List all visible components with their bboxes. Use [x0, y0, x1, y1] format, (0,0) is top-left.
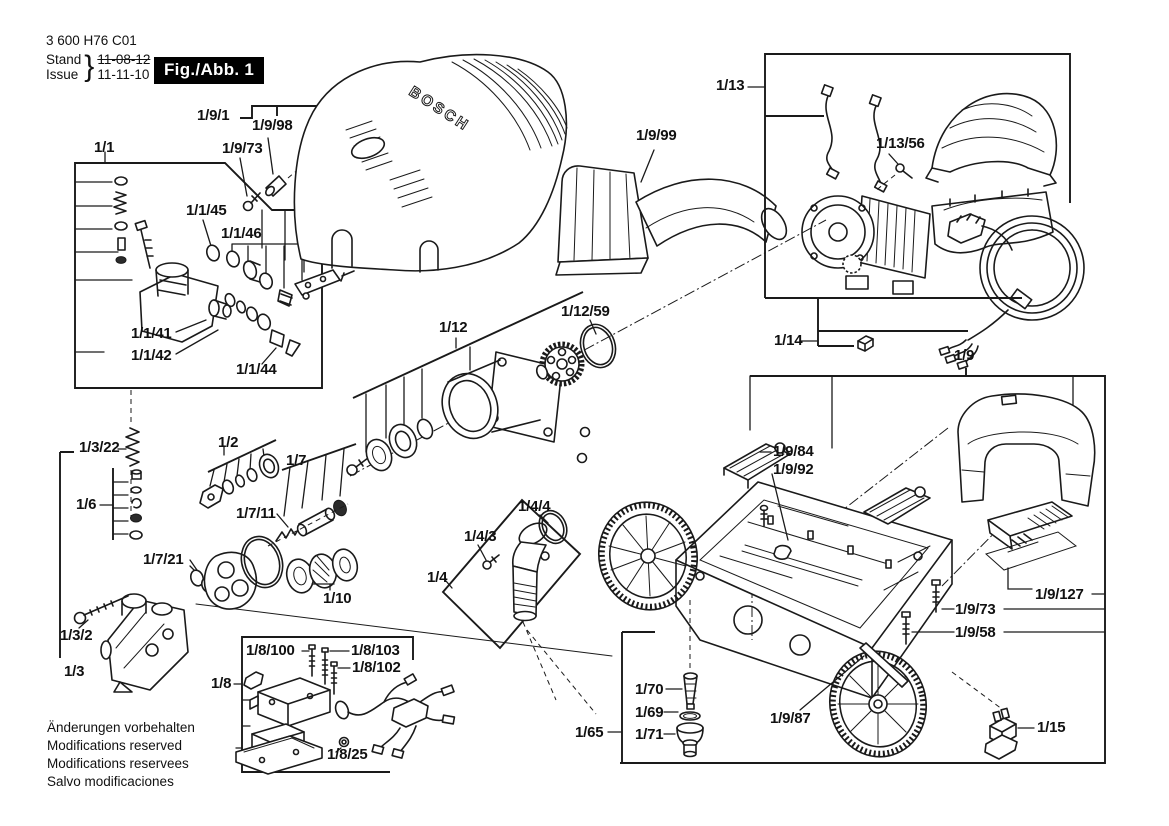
notice-line: Änderungen vorbehalten	[47, 720, 195, 735]
cord-clip-bracket-1-14	[800, 298, 1022, 351]
part-callout: 1/9/58	[955, 624, 996, 641]
main-cover-part	[294, 55, 567, 272]
part-callout: 1/8/102	[352, 659, 401, 676]
motor-box-1-13	[748, 54, 1084, 369]
top-handle-shroud	[556, 150, 791, 275]
part-callout: 1/2	[218, 434, 239, 451]
part-callout: 1/3/2	[60, 627, 93, 644]
notice-line: Modifications reservees	[47, 756, 189, 771]
part-callout: 1/7/11	[236, 505, 276, 522]
part-callout: 1/1/45	[186, 202, 227, 219]
part-callout: 1/69	[635, 704, 664, 721]
part-callout: 1/9/92	[773, 461, 814, 478]
part-callout: 1/9/87	[770, 710, 811, 727]
part-callout: 1/71	[635, 726, 664, 743]
part-callout: 1/13	[716, 77, 745, 94]
part-callout: 1/3	[64, 663, 85, 680]
part-callout: 1/1/44	[236, 361, 277, 378]
part-callout: 1/7/21	[143, 551, 184, 568]
part-callout: 1/1	[94, 139, 115, 156]
part-callout: 1/3/22	[79, 439, 120, 456]
part-callout: 1/9/73	[222, 140, 263, 157]
part-callout: 1/8	[211, 675, 232, 692]
part-callout: 1/8/25	[327, 746, 368, 763]
part-callout: 1/8/103	[351, 642, 400, 659]
part-callout: 1/8/100	[246, 642, 295, 659]
part-callout: 1/4/3	[464, 528, 497, 545]
part-callout: 1/9/84	[773, 443, 814, 460]
brace-glyph: }	[84, 50, 95, 83]
axle-rod	[800, 643, 908, 710]
plug-connector-1-15	[985, 708, 1034, 759]
part-callout: 1/65	[575, 724, 604, 741]
notice-line: Salvo modificaciones	[47, 774, 174, 789]
new-date: 11-11-10	[97, 67, 150, 82]
notice-line: Modifications reserved	[47, 738, 183, 753]
part-callout: 1/9/98	[252, 117, 293, 134]
issue-label: Issue	[46, 67, 79, 82]
part-callout: 1/4/4	[518, 498, 551, 515]
part-callout: 1/6	[76, 496, 97, 513]
part-callout: 1/12	[439, 319, 468, 336]
part-callout: 1/13/56	[876, 135, 925, 152]
rear-handle-cover	[958, 394, 1095, 506]
modification-notice	[47, 719, 195, 791]
piston-seal-groups	[100, 440, 361, 609]
part-number: 3 600 H76 C01	[46, 33, 137, 48]
old-date: 11-08-12	[97, 52, 151, 67]
rating-label-and-sticker	[986, 502, 1105, 594]
part-callout: 1/1/46	[221, 225, 262, 242]
part-callout: 1/14	[774, 332, 803, 349]
part-callout: 1/9/73	[955, 601, 996, 618]
part-callout: 1/10	[323, 590, 352, 607]
part-callout: 1/12/59	[561, 303, 610, 320]
part-callout: 1/15	[1037, 719, 1066, 736]
part-callout: 1/1/41	[131, 325, 172, 342]
bosch-logo: BOSCH	[405, 83, 474, 136]
part-callout: 1/9/1	[197, 107, 230, 124]
figure-badge: Fig./Abb. 1	[154, 57, 264, 84]
part-callout: 1/9/127	[1035, 586, 1084, 603]
part-callout: 1/9	[954, 347, 975, 364]
stand-label: Stand	[46, 52, 82, 67]
part-callout: 1/70	[635, 681, 664, 698]
part-callout: 1/7	[286, 452, 307, 469]
part-callout: 1/9/99	[636, 127, 677, 144]
part-callout: 1/1/42	[131, 347, 172, 364]
part-callout: 1/4	[427, 569, 448, 586]
